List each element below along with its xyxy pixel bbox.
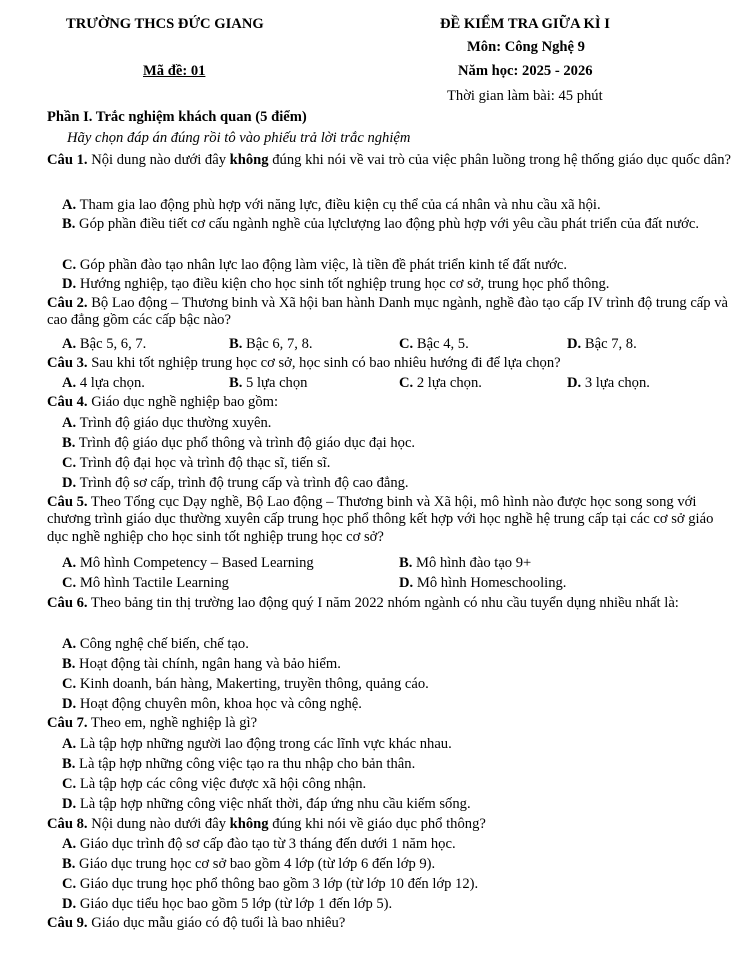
q1-option-b: B. Góp phần điều tiết cơ cấu ngành nghề của lựclượng lao động phù hợp với yêu cầu phát triển của đất nước. [62,216,699,232]
question-label: Câu 3. [47,355,88,371]
q1-option-a: A. Tham gia lao động phù hợp với năng lực, điều kiện cụ thể của cá nhân và nhu cầu xã hội. [62,197,601,213]
question-label: Câu 7. [47,715,88,731]
exam-title: ĐỀ KIỂM TRA GIỮA KÌ I [440,16,610,32]
question-label: Câu 4. [47,394,88,410]
emphasis: không [229,816,269,832]
q5-option-d: D. Mô hình Homeschooling. [399,575,567,591]
q6-option-a: A. Công nghệ chế biến, chế tạo. [62,636,249,652]
q1-option-c: C. Góp phần đào tạo nhân lực lao động làm việc, là tiền đề phát triển kinh tế đất nước. [62,257,568,273]
q4-option-b: B. Trình độ giáo dục phổ thông và trình độ giáo dục đại học. [62,435,416,451]
q3-option-b: B. 5 lựa chọn [229,375,308,391]
q1-option-d: D. Hướng nghiệp, tạo điều kiện cho học sinh tốt nghiệp trung học cơ sở, trung học phổ thông. [62,276,610,292]
emphasis: không [229,152,269,168]
question-5: Câu 5. Theo Tổng cục Dạy nghề, Bộ Lao động – Thương binh và Xã hội, mô hình nào được học song song với chương trình giáo dục thường xuyên cấp trung học phổ thông kết hợp với học nghề hệ trung cấp tại các cơ sở giáo dục nghề nghiệp cho học sinh tốt nghiệp trung học cơ sở? [47,494,714,545]
q6-option-d: D. Hoạt động chuyên môn, khoa học và công nghệ. [62,696,362,712]
question-label: Câu 5. [47,494,88,510]
question-2: Câu 2. Bộ Lao động – Thương binh và Xã hội ban hành Danh mục ngành, nghề đào tạo cấp IV trình độ trung cấp và cao đẳng gồm các cấp bậc nào? [47,295,728,329]
q6-option-c: C. Kinh doanh, bán hàng, Makerting, truyền thông, quảng cáo. [62,676,429,692]
question-label: Câu 9. [47,915,88,931]
question-label: Câu 6. [47,595,88,611]
section-title: Phần I. Trắc nghiệm khách quan (5 điểm) [47,109,307,125]
q6-option-b: B. Hoạt động tài chính, ngân hang và bảo hiểm. [62,656,341,672]
q8-option-b: B. Giáo dục trung học cơ sở bao gồm 4 lớp (từ lớp 6 đến lớp 9). [62,856,436,872]
question-6: Câu 6. Theo bảng tin thị trường lao động quý I năm 2022 nhóm ngành có nhu cầu tuyển dụng nhiều nhất là: [47,595,679,611]
q7-option-b: B. Là tập hợp những công việc tạo ra thu nhập cho bản thân. [62,756,416,772]
q8-option-d: D. Giáo dục tiểu học bao gồm 5 lớp (từ lớp 1 đến lớp 5). [62,896,393,912]
q4-option-a: A. Trình độ giáo dục thường xuyên. [62,415,272,431]
q2-option-d: D. Bậc 7, 8. [567,336,637,352]
school-name: TRƯỜNG THCS ĐỨC GIANG [66,16,264,32]
q2-option-a: A. Bậc 5, 6, 7. [62,336,147,352]
q7-option-c: C. Là tập hợp các công việc được xã hội công nhận. [62,776,367,792]
question-9: Câu 9. Giáo dục mẫu giáo có độ tuổi là bao nhiêu? [47,915,346,931]
question-3: Câu 3. Sau khi tốt nghiệp trung học cơ sở, học sinh có bao nhiêu hướng đi để lựa chọn? [47,355,561,371]
subject: Môn: Công Nghệ 9 [467,39,585,55]
school-year: Năm học: 2025 - 2026 [458,63,593,79]
question-label: Câu 8. [47,816,88,832]
q5-option-a: A. Mô hình Competency – Based Learning [62,555,314,571]
q8-option-a: A. Giáo dục trình độ sơ cấp đào tạo từ 3 tháng đến dưới 1 năm học. [62,836,456,852]
q8-option-c: C. Giáo dục trung học phổ thông bao gồm 3 lớp (từ lớp 10 đến lớp 12). [62,876,479,892]
q4-option-c: C. Trình độ đại học và trình độ thạc sĩ, tiến sĩ. [62,455,331,471]
exam-code: Mã đề: 01 [143,63,206,79]
question-label: Câu 1. [47,152,88,168]
q5-option-c: C. Mô hình Tactile Learning [62,575,229,591]
question-8: Câu 8. Nội dung nào dưới đây không đúng khi nói về giáo dục phổ thông? [47,816,486,832]
q3-option-a: A. 4 lựa chọn. [62,375,145,391]
q3-option-d: D. 3 lựa chọn. [567,375,650,391]
q4-option-d: D. Trình độ sơ cấp, trình độ trung cấp và trình độ cao đẳng. [62,475,409,491]
q7-option-d: D. Là tập hợp những công việc nhất thời, đáp ứng nhu cầu kiếm sống. [62,796,471,812]
duration: Thời gian làm bài: 45 phút [447,88,603,104]
section-instruction: Hãy chọn đáp án đúng rồi tô vào phiếu trả lời trắc nghiệm [67,130,411,146]
q3-option-c: C. 2 lựa chọn. [399,375,482,391]
q5-option-b: B. Mô hình đào tạo 9+ [399,555,532,571]
question-label: Câu 2. [47,295,88,311]
question-1: Câu 1. Nội dung nào dưới đây không đúng khi nói về vai trò của việc phân luồng trong hệ thống giáo dục quốc dân? [47,152,732,168]
q2-option-c: C. Bậc 4, 5. [399,336,469,352]
q2-option-b: B. Bậc 6, 7, 8. [229,336,313,352]
q7-option-a: A. Là tập hợp những người lao động trong các lĩnh vực khác nhau. [62,736,452,752]
question-4: Câu 4. Giáo dục nghề nghiệp bao gồm: [47,394,279,410]
question-7: Câu 7. Theo em, nghề nghiệp là gì? [47,715,258,731]
